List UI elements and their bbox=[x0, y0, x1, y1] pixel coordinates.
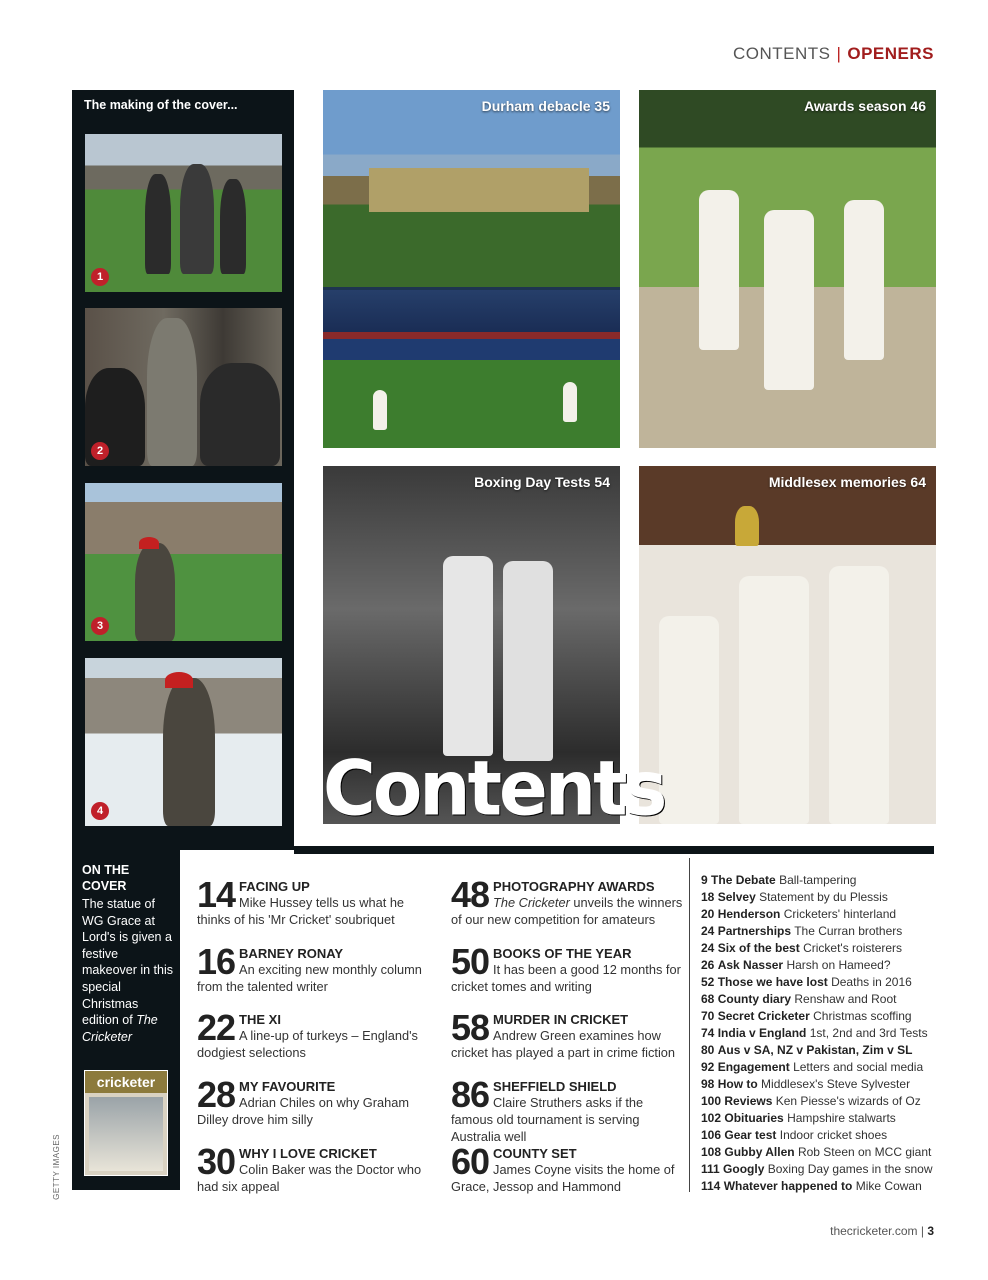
entry-description-text: unveils the winners of our new competition for amateurs bbox=[451, 895, 683, 927]
list-text: Christmas scoffing bbox=[813, 1009, 912, 1023]
list-title: How to bbox=[717, 1077, 758, 1091]
list-title: Partnerships bbox=[717, 924, 792, 938]
header-separator: | bbox=[836, 44, 842, 63]
list-title: Six of the best bbox=[717, 941, 800, 955]
list-page-number: 106 bbox=[701, 1128, 722, 1142]
on-the-cover-panel bbox=[72, 850, 180, 1190]
list-text: 1st, 2nd and 3rd Tests bbox=[809, 1026, 928, 1040]
contents-entry[interactable] bbox=[451, 1007, 687, 1062]
page-footer bbox=[830, 1224, 934, 1238]
entry-heading: BOOKS OF THE YEAR bbox=[493, 946, 632, 961]
entry-heading: FACING UP bbox=[239, 879, 310, 894]
subsection-label: OPENERS bbox=[847, 44, 934, 63]
contents-entry[interactable] bbox=[451, 1074, 687, 1145]
statue-shape bbox=[163, 678, 215, 826]
magazine-name: The Cricketer bbox=[82, 1013, 158, 1044]
on-the-cover-body: The statue of WG Grace at Lord's is given a festive makeover in this special Christmas edition of bbox=[82, 897, 174, 1028]
list-item[interactable] bbox=[701, 957, 941, 974]
list-text: Statement by du Plessis bbox=[759, 890, 888, 904]
thumb-number: 3 bbox=[91, 617, 109, 635]
list-page-number: 80 bbox=[701, 1043, 715, 1057]
list-title: Whatever happened to bbox=[723, 1179, 853, 1193]
list-text: Harsh on Hameed? bbox=[786, 958, 891, 972]
figure-shape bbox=[200, 363, 280, 466]
stand-shape bbox=[323, 290, 620, 360]
list-item[interactable] bbox=[701, 889, 941, 906]
list-page-number: 74 bbox=[701, 1026, 715, 1040]
entry-heading: SHEFFIELD SHIELD bbox=[493, 1079, 617, 1094]
photo-awards[interactable] bbox=[639, 90, 936, 448]
entry-heading: MURDER IN CRICKET bbox=[493, 1012, 629, 1027]
list-item[interactable] bbox=[701, 906, 941, 923]
list-title: Ask Nasser bbox=[717, 958, 784, 972]
list-item[interactable] bbox=[701, 1093, 941, 1110]
entry-description: James Coyne visits the home of Grace, Jessop and Hammond bbox=[451, 1162, 675, 1194]
player-shape bbox=[844, 200, 884, 360]
trophy-icon bbox=[735, 506, 759, 546]
list-page-number: 70 bbox=[701, 1009, 715, 1023]
cover-thumb-4[interactable] bbox=[85, 658, 282, 826]
list-text: The Curran brothers bbox=[794, 924, 903, 938]
list-title: Secret Cricketer bbox=[717, 1009, 810, 1023]
entry-description: Andrew Green examines how cricket has played a part in crime fiction bbox=[451, 1028, 676, 1060]
list-page-number: 92 bbox=[701, 1060, 715, 1074]
magazine-name: The Cricketer bbox=[493, 895, 570, 910]
player-shape bbox=[764, 210, 814, 390]
cover-thumb-1[interactable] bbox=[85, 134, 282, 292]
list-item[interactable] bbox=[701, 1059, 941, 1076]
list-item[interactable] bbox=[701, 872, 941, 889]
umpire-shape bbox=[503, 561, 553, 761]
statue-shape bbox=[135, 543, 175, 641]
regulars-list bbox=[701, 872, 941, 1195]
list-title: Obituaries bbox=[724, 1111, 784, 1125]
list-page-number: 18 bbox=[701, 890, 715, 904]
list-page-number: 20 bbox=[701, 907, 715, 921]
list-item[interactable] bbox=[701, 1076, 941, 1093]
entry-heading: WHY I LOVE CRICKET bbox=[239, 1146, 377, 1161]
list-title: County diary bbox=[717, 992, 792, 1006]
list-text: Hampshire stalwarts bbox=[787, 1111, 896, 1125]
entry-page-number: 86 bbox=[451, 1074, 490, 1115]
cover-thumb-2[interactable] bbox=[85, 308, 282, 466]
contents-entry[interactable] bbox=[197, 1007, 433, 1062]
list-page-number: 100 bbox=[701, 1094, 722, 1108]
entry-page-number: 60 bbox=[451, 1141, 490, 1182]
making-of-cover-title: The making of the cover... bbox=[84, 98, 238, 112]
cover-thumb-3[interactable] bbox=[85, 483, 282, 641]
list-page-number: 52 bbox=[701, 975, 715, 989]
santa-hat-shape bbox=[139, 537, 159, 549]
player-shape bbox=[699, 190, 739, 350]
photo-durham[interactable] bbox=[323, 90, 620, 448]
list-text: Deaths in 2016 bbox=[831, 975, 912, 989]
entry-description: Claire Struthers asks if the famous old tournament is serving Australia well bbox=[451, 1095, 644, 1144]
section-label: CONTENTS bbox=[732, 44, 831, 63]
santa-hat-shape bbox=[165, 672, 193, 688]
list-title: Reviews bbox=[724, 1094, 773, 1108]
thumb-number: 4 bbox=[91, 802, 109, 820]
contents-entry[interactable] bbox=[197, 1141, 433, 1196]
figure-shape bbox=[220, 179, 246, 274]
entry-page-number: 14 bbox=[197, 874, 236, 915]
list-item[interactable] bbox=[701, 1025, 941, 1042]
footer-separator: | bbox=[920, 1224, 924, 1238]
page-number: 3 bbox=[927, 1224, 934, 1238]
entry-heading: THE XI bbox=[239, 1012, 281, 1027]
magazine-masthead: cricketer bbox=[85, 1071, 167, 1093]
list-title: India v England bbox=[717, 1026, 807, 1040]
entry-page-number: 30 bbox=[197, 1141, 236, 1182]
list-text: Renshaw and Root bbox=[794, 992, 897, 1006]
list-page-number: 9 bbox=[701, 873, 708, 887]
list-item[interactable] bbox=[701, 1144, 941, 1161]
list-title: Googly bbox=[723, 1162, 765, 1176]
figure-shape bbox=[180, 164, 214, 274]
contents-entry[interactable] bbox=[451, 1141, 687, 1196]
entry-page-number: 22 bbox=[197, 1007, 236, 1048]
list-text: Indoor cricket shoes bbox=[779, 1128, 888, 1142]
contents-entry[interactable] bbox=[197, 874, 433, 929]
list-text: Mike Cowan bbox=[855, 1179, 922, 1193]
photo-middlesex[interactable] bbox=[639, 466, 936, 824]
player-shape bbox=[659, 616, 719, 824]
contents-entry[interactable] bbox=[197, 1074, 433, 1129]
umpire-shape bbox=[443, 556, 493, 756]
list-text: Boxing Day games in the snow bbox=[767, 1162, 933, 1176]
list-text: Rob Steen on MCC giant bbox=[797, 1145, 932, 1159]
list-page-number: 111 bbox=[701, 1162, 720, 1176]
castle-shape bbox=[369, 168, 589, 212]
list-title: Those we have lost bbox=[717, 975, 828, 989]
list-item[interactable] bbox=[701, 1042, 941, 1059]
list-text: Letters and social media bbox=[793, 1060, 924, 1074]
list-page-number: 24 bbox=[701, 941, 715, 955]
list-page-number: 98 bbox=[701, 1077, 715, 1091]
website-link[interactable]: thecricketer.com bbox=[830, 1224, 918, 1238]
list-item[interactable] bbox=[701, 1127, 941, 1144]
list-title: The Debate bbox=[711, 873, 776, 887]
photo-caption: Durham debacle 35 bbox=[481, 98, 610, 114]
list-text: Cricketers' hinterland bbox=[783, 907, 897, 921]
list-item[interactable] bbox=[701, 991, 941, 1008]
entry-description: Adrian Chiles on why Graham Dilley drove him silly bbox=[197, 1095, 410, 1127]
magazine-cover-thumbnail[interactable] bbox=[84, 1070, 168, 1176]
contents-entry[interactable] bbox=[197, 941, 433, 996]
figure-shape bbox=[145, 174, 171, 274]
contents-entry[interactable] bbox=[451, 874, 687, 929]
list-item[interactable] bbox=[701, 1008, 941, 1025]
entry-description: A line-up of turkeys – England's dodgiest selections bbox=[197, 1028, 418, 1060]
entry-page-number: 50 bbox=[451, 941, 490, 982]
list-text: Ball-tampering bbox=[779, 873, 857, 887]
list-page-number: 108 bbox=[701, 1145, 722, 1159]
statue-shape bbox=[147, 318, 197, 466]
list-page-number: 102 bbox=[701, 1111, 722, 1125]
list-page-number: 114 bbox=[701, 1179, 721, 1193]
list-page-number: 24 bbox=[701, 924, 715, 938]
thumb-number: 1 bbox=[91, 268, 109, 286]
entry-page-number: 28 bbox=[197, 1074, 236, 1115]
on-the-cover-text bbox=[82, 896, 176, 1045]
list-title: Engagement bbox=[717, 1060, 790, 1074]
photo-caption: Middlesex memories 64 bbox=[768, 474, 926, 490]
photo-caption: Awards season 46 bbox=[804, 98, 926, 114]
list-item[interactable] bbox=[701, 1110, 941, 1127]
on-the-cover-title: ON THE COVER bbox=[82, 863, 130, 893]
entry-heading: COUNTY SET bbox=[493, 1146, 577, 1161]
player-shape bbox=[373, 390, 387, 430]
list-page-number: 68 bbox=[701, 992, 715, 1006]
list-item[interactable] bbox=[701, 974, 941, 991]
entry-page-number: 48 bbox=[451, 874, 490, 915]
entry-heading: BARNEY RONAY bbox=[239, 946, 344, 961]
contents-title: Contents bbox=[323, 743, 665, 833]
list-item[interactable] bbox=[701, 940, 941, 957]
player-shape bbox=[739, 576, 809, 824]
entry-description: Colin Baker was the Doctor who had six appeal bbox=[197, 1162, 422, 1194]
player-shape bbox=[829, 566, 889, 824]
magazine-cover-image bbox=[89, 1097, 163, 1171]
list-item[interactable] bbox=[701, 923, 941, 940]
contents-entry[interactable] bbox=[451, 941, 687, 996]
section-header bbox=[733, 44, 934, 64]
list-title: Aus v SA, NZ v Pakistan, Zim v SL bbox=[717, 1043, 913, 1057]
list-item[interactable] bbox=[701, 1161, 941, 1178]
making-of-cover-panel bbox=[72, 90, 294, 850]
column-divider bbox=[689, 858, 690, 1192]
list-title: Selvey bbox=[717, 890, 756, 904]
thumb-number: 2 bbox=[91, 442, 109, 460]
entry-page-number: 16 bbox=[197, 941, 236, 982]
list-text: Middlesex's Steve Sylvester bbox=[761, 1077, 911, 1091]
list-title: Gubby Allen bbox=[724, 1145, 795, 1159]
entry-heading: PHOTOGRAPHY AWARDS bbox=[493, 879, 655, 894]
entry-description: An exciting new monthly column from the talented writer bbox=[197, 962, 422, 994]
list-text: Ken Piesse's wizards of Oz bbox=[775, 1094, 921, 1108]
list-text: Cricket's roisterers bbox=[803, 941, 903, 955]
list-title: Henderson bbox=[717, 907, 781, 921]
entry-page-number: 58 bbox=[451, 1007, 490, 1048]
divider-bar bbox=[294, 846, 934, 854]
photo-caption: Boxing Day Tests 54 bbox=[474, 474, 610, 490]
list-item[interactable] bbox=[701, 1178, 941, 1195]
entry-description: It has been a good 12 months for cricket tomes and writing bbox=[451, 962, 681, 994]
list-page-number: 26 bbox=[701, 958, 715, 972]
entry-heading: MY FAVOURITE bbox=[239, 1079, 336, 1094]
player-shape bbox=[563, 382, 577, 422]
photo-credit: GETTY IMAGES bbox=[52, 1134, 61, 1200]
entry-description: Mike Hussey tells us what he thinks of his 'Mr Cricket' soubriquet bbox=[197, 895, 405, 927]
list-title: Gear test bbox=[724, 1128, 777, 1142]
